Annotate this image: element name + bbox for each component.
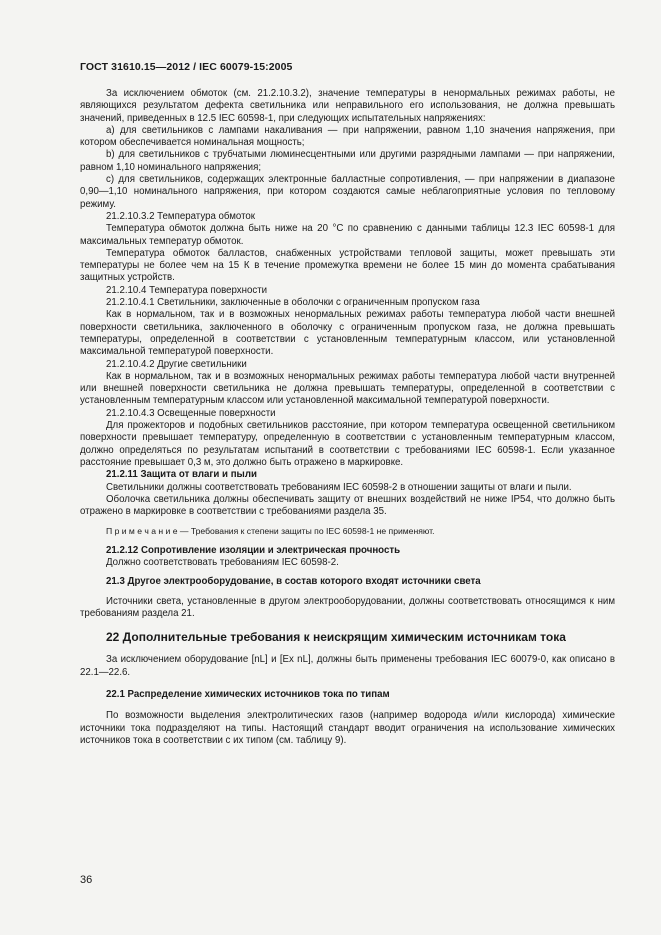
paragraph: Как в нормальном, так и в возможных ненормальных режимах работы температура любой части внутренней или внешней поверхности светильника не должна превышать температуры, определенной в соответствии с установленным температурным классом или установленной максимальной температурой поверхности. [80,370,615,407]
page-content [80,88,615,747]
note-text: — Требования к степени защиты по IEC 60598-1 не применяют. [177,526,435,537]
paragraph: Температура обмоток балластов, снабженных устройствами тепловой защиты, может превышать эти температуры не более чем на 15 К в течение промежутка времени не более 15 мин до момента срабатывания защитных устройств. [80,247,615,284]
paragraph: Должно соответствовать требованиям IEC 60598-2. [106,556,339,568]
paragraph: За исключением обмоток (см. 21.2.10.3.2), значение температуры в ненормальных режимах работы, не являющихся результатом дефекта светильника или неправильного его использования, не должна превышать значений, приведенных в 12.5 IEC 60598-1, при следующих испытательных напряжениях: [80,88,615,124]
clause-heading: 21.3 Другое электрооборудование, в состав которого входят источники света [106,576,481,588]
subsection-title: 22.1 Распределение химических источников тока по типам [106,689,390,701]
paragraph: По возможности выделения электролитических газов (например водорода и/или кислорода) химические источники тока подразделяют на типы. Настоящий стандарт вводит ограничения на использование химических источников тока в соответствии с их типом (см. таблицу 9). [80,710,615,746]
paragraph: Для прожекторов и подобных светильников расстояние, при котором температура освещенной светильником поверхности превышает температуру, определенную в соответствии с установленным температурным классом, должно определяться по результатам испытаний в соответствии с требованиями IEC 60598-1. Если указанное расстояние превышает 0,3 м, это должно быть отражено в маркировке. [80,420,615,468]
note [80,525,615,537]
list-item: c) для светильников, содержащих электронные балластные сопротивления, — при напряжении в диапазоне 0,90—1,10 номинального напряжения, при котором создаются самые неблагоприятные условия по тепловому режиму. [80,174,615,210]
clause-heading: 21.2.12 Сопротивление изоляции и электрическая прочность [106,544,401,556]
subsection-heading: 21.2.10.4.1 Светильники, заключенные в оболочки с ограниченным пропуском газа [106,297,480,309]
paragraph: Оболочка светильника должны обеспечивать защиту от внешних воздействий не ниже IP54, что должно быть отражено в маркировке в соответствии с требованиями раздела 35. [80,493,615,518]
paragraph: За исключением оборудование [nL] и [Ex nL], должны быть применены требования IEC 60079-0, как описано в 22.1—22.6. [80,654,615,678]
subsection-heading: 21.2.10.4 Температура поверхности [106,284,268,296]
paragraph: Температура обмоток должна быть ниже на 20 °С по сравнению с данными таблицы 12.3 IEC 60598-1 для максимальных температур обмоток. [80,223,615,247]
paragraph: Источники света, установленные в другом электрооборудовании, должны соответствовать относящимся к ним требованиям раздела 21. [80,595,615,619]
note-label: П р и м е ч а н и е [106,526,178,537]
list-item: a) для светильников с лампами накаливания — при напряжении, равном 1,10 значения напряжения, при котором обеспечивается номинальная мощность; [80,124,615,149]
paragraph: Как в нормальном, так и в возможных ненормальных режимах работы температура любой части внешней поверхности светильника, заключенного в оболочку с ограниченным пропуском газа, не должна превышать температуры, определенной в соответствии с установленным температурным классом, или установленной максимальной температурой поверхности. [80,309,615,358]
section-title: 22 Дополнительные требования к неискрящим химическим источникам тока [106,630,566,645]
list-item: b) для светильников с трубчатыми люминесцентными или другими разрядными лампами — при напряжении, равном 1,10 номинального напряжения; [80,149,615,173]
paragraph: Светильники должны соответствовать требованиям IEC 60598-2 в отношении защиты от влаги и пыли. [106,481,572,493]
subsection-heading: 21.2.10.4.3 Освещенные поверхности [106,407,276,419]
page-number: 36 [80,874,93,886]
page-header: ГОСТ 31610.15—2012 / IEC 60079-15:2005 [80,61,293,73]
clause-heading: 21.2.11 Защита от влаги и пыли [106,469,257,481]
subsection-heading: 21.2.10.3.2 Температура обмоток [106,210,256,222]
subsection-heading: 21.2.10.4.2 Другие светильники [106,358,247,370]
